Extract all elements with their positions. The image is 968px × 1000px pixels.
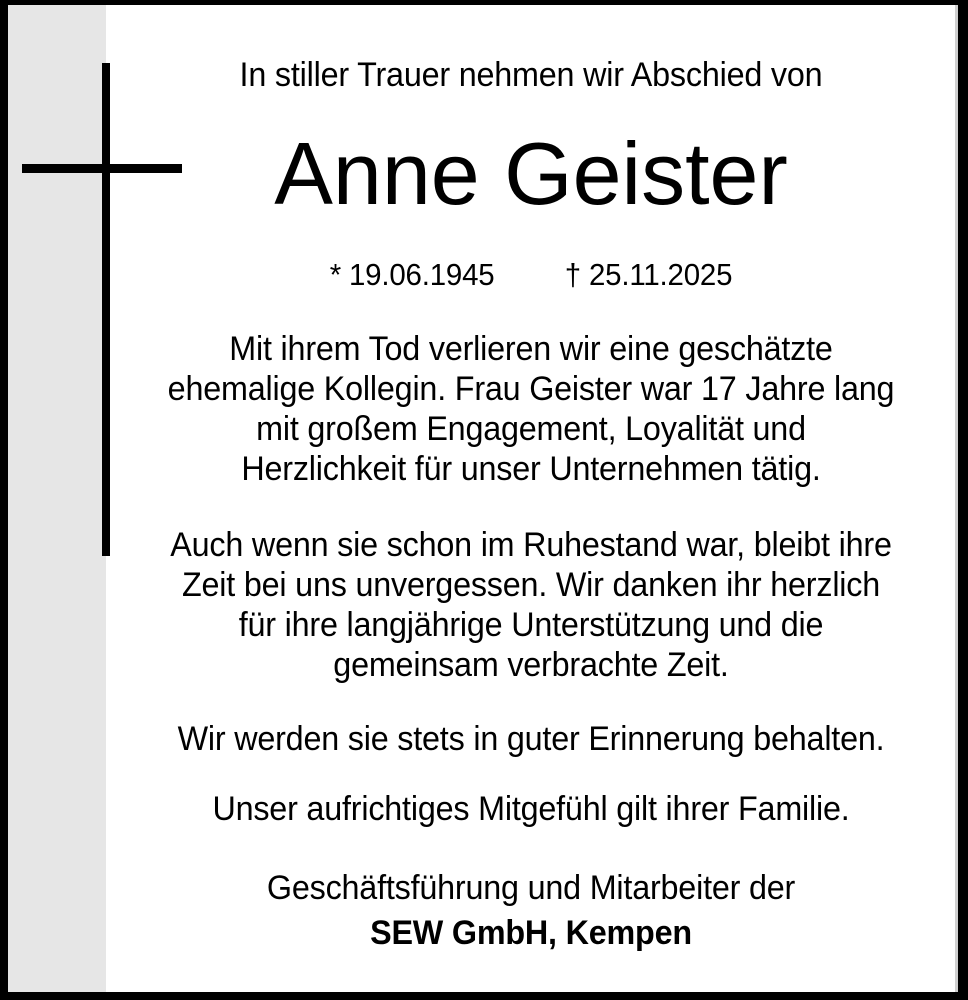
- frame-bottom: [0, 992, 968, 1000]
- tribute-paragraph-line: ehemalige Kollegin. Frau Geister war 17 Jahre lang: [167, 370, 895, 408]
- cross-horizontal-bar: [22, 164, 182, 173]
- tribute-paragraph-line: Herzlichkeit für unser Unternehmen tätig.: [241, 450, 821, 488]
- frame-left: [0, 0, 8, 1000]
- death-date: † 25.11.2025: [564, 257, 733, 292]
- birth-date: * 19.06.1945: [329, 257, 495, 292]
- life-dates: [127, 255, 935, 295]
- memory-paragraph-line: Zeit bei uns unvergessen. Wir danken ihr herzlich: [181, 566, 881, 604]
- condolence-line: Unser aufrichtiges Mitgefühl gilt ihrer Familie.: [212, 790, 850, 828]
- intro-line: In stiller Trauer nehmen wir Abschied von: [239, 56, 823, 94]
- left-margin-strip: [8, 5, 106, 992]
- memory-paragraph-line: Auch wenn sie schon im Ruhestand war, bleibt ihre: [170, 526, 892, 564]
- signature-line: Geschäftsführung und Mitarbeiter der: [266, 869, 796, 907]
- memory-paragraph-line: für ihre langjährige Unterstützung und die: [238, 606, 824, 644]
- memory-paragraph-line: gemeinsam verbrachte Zeit.: [333, 646, 729, 684]
- frame-top: [0, 0, 968, 5]
- signature-company: SEW GmbH, Kempen: [370, 914, 692, 952]
- remembrance-line: Wir werden sie stets in guter Erinnerung behalten.: [177, 720, 885, 758]
- notice-content: [106, 0, 956, 1000]
- tribute-paragraph-line: Mit ihrem Tod verlieren wir eine geschätzte: [229, 330, 833, 368]
- cross-vertical-bar: [102, 63, 110, 556]
- frame-right: [958, 0, 968, 1000]
- tribute-paragraph-line: mit großem Engagement, Loyalität und: [256, 410, 806, 448]
- deceased-name: Anne Geister: [274, 124, 788, 223]
